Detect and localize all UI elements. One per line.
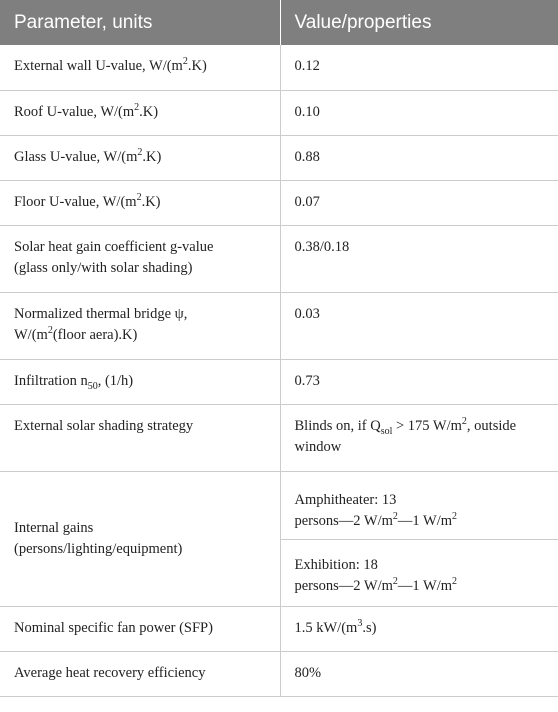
table-header-row [0, 0, 558, 45]
param-cell: Solar heat gain coefficient g-value (glass only/with solar shading) [0, 225, 280, 292]
table-row [0, 45, 558, 90]
table-row [0, 225, 558, 292]
value-cell: 1.5 $kW/(m^3.s)$ [280, 606, 558, 651]
table-row [0, 180, 558, 225]
value-cell: 0.03 [280, 292, 558, 359]
value-cell: Amphitheater: 13 persons—2 $W/m^2—1$ $W/m^2$ [280, 471, 558, 539]
value-cell: 0.73 [280, 359, 558, 404]
value-cell: Blinds on, if $Q_{sol} > 175$ $W/m^2$, outside window [280, 404, 558, 471]
table-row [0, 471, 558, 539]
table-row [0, 404, 558, 471]
param-cell: External solar shading strategy [0, 404, 280, 471]
value-cell: 0.38/0.18 [280, 225, 558, 292]
param-cell: Infiltration $n_{50}$, (1/h) [0, 359, 280, 404]
table-row [0, 651, 558, 696]
table-row [0, 90, 558, 135]
header-value: Value/properties [280, 0, 558, 45]
table-row [0, 292, 558, 359]
header-parameter: Parameter, units [0, 0, 280, 45]
param-cell: Average heat recovery efficiency [0, 651, 280, 696]
param-cell: Internal gains (persons/lighting/equipment) [0, 471, 280, 606]
table-row [0, 135, 558, 180]
value-cell: 0.10 [280, 90, 558, 135]
param-cell: Floor U-value, $W/(m^2.K)$ [0, 180, 280, 225]
value-cell: 0.12 [280, 45, 558, 90]
table-row [0, 606, 558, 651]
value-cell: Exhibition: 18 persons—2 $W/m^2—1$ $W/m^2$ [280, 539, 558, 606]
param-cell: External wall U-value, $W/(m^2.K)$ [0, 45, 280, 90]
param-cell: Roof U-value, $W/(m^2.K)$ [0, 90, 280, 135]
value-cell: 0.07 [280, 180, 558, 225]
table-row [0, 359, 558, 404]
param-cell: Normalized thermal bridge ψ, $W/(m^2(floor$ aera).K) [0, 292, 280, 359]
value-cell: 0.88 [280, 135, 558, 180]
value-cell: 80% [280, 651, 558, 696]
param-cell: Nominal specific fan power (SFP) [0, 606, 280, 651]
param-cell: Glass U-value, $W/(m^2.K)$ [0, 135, 280, 180]
